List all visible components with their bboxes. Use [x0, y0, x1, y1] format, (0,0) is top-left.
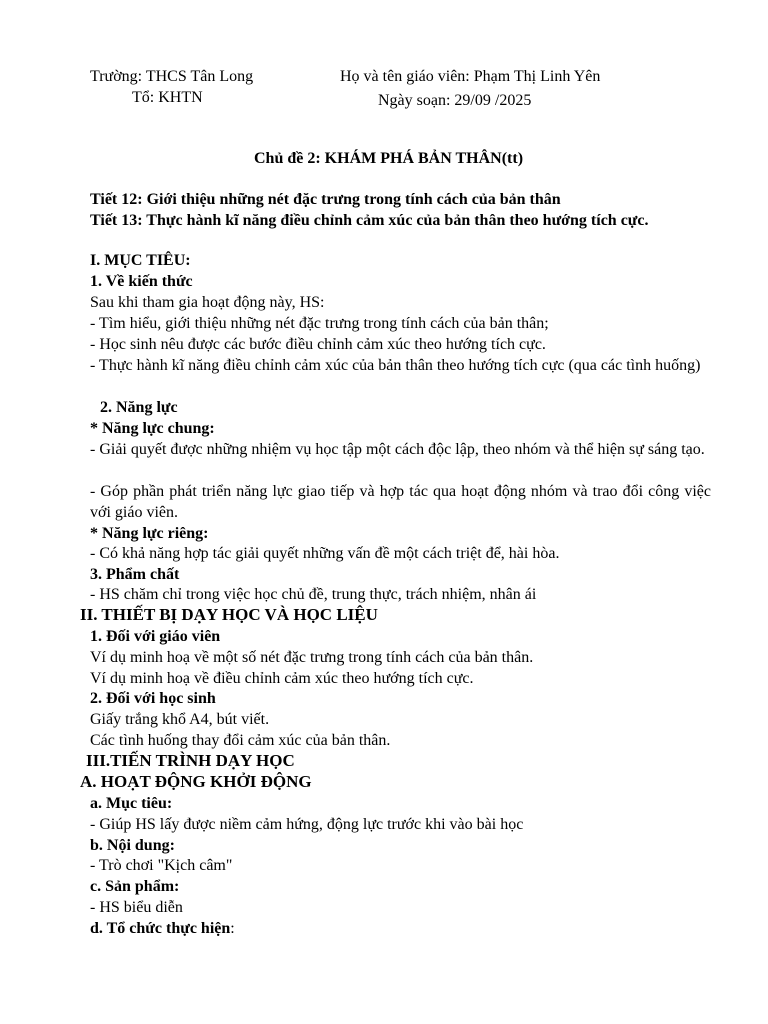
specific-competence-item: - Có khả năng hợp tác giải quyết những vấn đề một cách triệt để, hài hòa.	[90, 545, 560, 562]
knowledge-intro: Sau khi tham gia hoạt động này, HS:	[90, 294, 325, 311]
section-objectives-heading: I. MỤC TIÊU:	[90, 252, 191, 269]
quality-item: - HS chăm chỉ trong việc học chủ đề, trung thực, trách nhiệm, nhân ái	[90, 586, 537, 603]
knowledge-heading: 1. Về kiến thức	[90, 273, 193, 290]
lesson-13-title: Tiết 13: Thực hành kĩ năng điều chỉnh cảm xúc của bản thân theo hướng tích cực.	[90, 212, 649, 229]
section-process-heading: III.TIẾN TRÌNH DẠY HỌC	[86, 751, 295, 770]
prepared-date: Ngày soạn: 29/09 /2025	[378, 92, 532, 109]
goal-heading: a. Mục tiêu:	[90, 795, 173, 812]
section-equipment-heading: II. THIẾT BỊ DẠY HỌC VÀ HỌC LIỆU	[80, 605, 378, 624]
competence-heading: 2. Năng lực	[100, 399, 178, 416]
product-heading: c. Sản phẩm:	[90, 878, 180, 895]
product-item: - HS biểu diễn	[90, 899, 183, 916]
organization-colon: :	[230, 920, 235, 937]
teacher-materials-heading: 1. Đối với giáo viên	[90, 628, 221, 645]
student-materials-heading: 2. Đối với học sinh	[90, 690, 216, 707]
goal-item: - Giúp HS lấy được niềm cảm hứng, động lực trước khi vào bài học	[90, 816, 524, 833]
knowledge-item: - Học sinh nêu được các bước điều chỉnh cảm xúc theo hướng tích cực.	[90, 336, 546, 353]
general-competence-heading: * Năng lực chung:	[90, 420, 215, 437]
student-material-item: Giấy trắng khổ A4, bút viết.	[90, 711, 270, 728]
organization-line	[90, 918, 235, 939]
teacher-material-item: Ví dụ minh hoạ về điều chỉnh cảm xúc theo hướng tích cực.	[90, 670, 474, 687]
knowledge-item: - Tìm hiểu, giới thiệu những nét đặc trưng trong tính cách của bản thân;	[90, 315, 549, 332]
department-name: Tổ: KHTN	[132, 89, 203, 106]
general-competence-item: - Giải quyết được những nhiệm vụ học tập một cách độc lập, theo nhóm và thể hiện sự sáng tạo.	[90, 441, 705, 458]
quality-heading: 3. Phẩm chất	[90, 566, 180, 583]
topic-title: Chủ đề 2: KHÁM PHÁ BẢN THÂN(tt)	[254, 150, 524, 167]
teacher-material-item: Ví dụ minh hoạ về một số nét đặc trưng trong tính cách của bản thân.	[90, 649, 534, 666]
school-name: Trường: THCS Tân Long	[90, 68, 254, 85]
lesson-12-title: Tiết 12: Giới thiệu những nét đặc trưng trong tính cách của bản thân	[90, 191, 561, 208]
content-item: - Trò chơi "Kịch câm"	[90, 857, 233, 874]
content-heading: b. Nội dung:	[90, 837, 175, 854]
warmup-activity-heading: A. HOẠT ĐỘNG KHỞI ĐỘNG	[80, 772, 312, 791]
teacher-name: Họ và tên giáo viên: Phạm Thị Linh Yên	[340, 68, 601, 85]
knowledge-item: - Thực hành kĩ năng điều chỉnh cảm xúc của bản thân theo hướng tích cực (qua các tình huống)	[90, 357, 701, 374]
general-competence-item: - Góp phần phát triển năng lực giao tiếp và hợp tác qua hoạt động nhóm và trao đổi công việc với giáo viên.	[90, 483, 711, 521]
student-material-item: Các tình huống thay đổi cảm xúc của bản thân.	[90, 732, 391, 749]
organization-heading: d. Tổ chức thực hiện	[90, 920, 231, 937]
specific-competence-heading: * Năng lực riêng:	[90, 525, 209, 542]
